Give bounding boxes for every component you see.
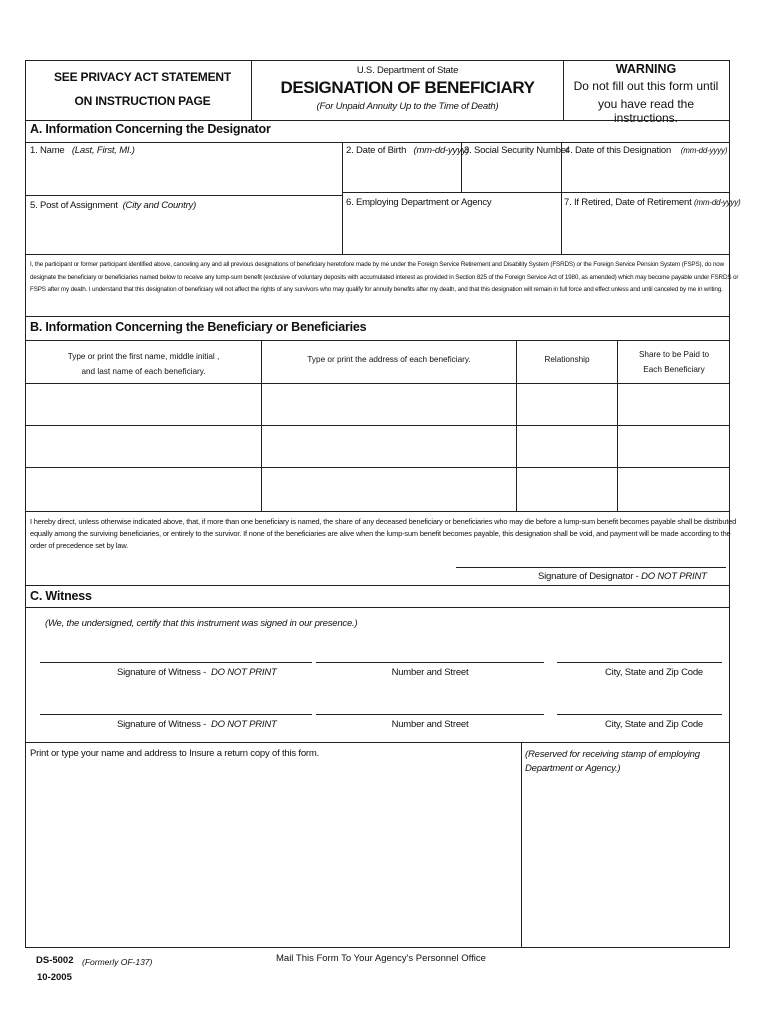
warning-title: WARNING: [615, 62, 677, 76]
formerly-form-number: (Formerly OF-137): [82, 957, 153, 967]
name-label: 1. Name: [30, 145, 65, 156]
witness-2-street-line[interactable]: [316, 714, 544, 715]
col-header-share: [618, 347, 730, 377]
witness-2-sig-label: Signature of Witness -: [117, 719, 207, 730]
section-a-title: A. Information Concerning the Designator: [30, 122, 271, 136]
dob-label: 2. Date of Birth: [346, 145, 407, 156]
agency-stamp-note: [525, 748, 700, 776]
date-designation-hint: (mm-dd-yyyy): [680, 146, 728, 155]
statement-line-1: I, the participant or former participant identified above, canceling any and all previous designations of beneficiary heretofore made by me under the Foreign Service Retirement and Disability System (FSRDS) or the Foreign Service Pension System (FSPS), do now: [30, 261, 725, 268]
section-a-title-rule: [25, 142, 730, 143]
statement-line-3: FSPS after my death. I understand that this designation of beneficiary will not affect the rights of any survivors who may qualify for annuity benefits after my death, and that this designation will remain in full force and effect unless and until canceled by me in writing.: [30, 286, 723, 293]
section-a-bottom-rule: [25, 254, 730, 255]
col-header-share-line1: Share to be Paid to: [638, 350, 710, 359]
ssn-field[interactable]: [464, 145, 569, 156]
privacy-notice-line2: ON INSTRUCTION PAGE: [74, 94, 211, 108]
col-header-address: Type or print the address of each beneficiary.: [307, 355, 471, 364]
retired-hint: (mm-dd-yyyy): [693, 198, 741, 207]
witness-2-street-caption: Number and Street: [391, 719, 469, 730]
beneficiary-3-address-cell[interactable]: [262, 468, 515, 510]
employing-agency-field[interactable]: [346, 197, 491, 208]
witness-2-signature-line[interactable]: [40, 714, 312, 715]
beneficiary-3-share-cell[interactable]: [618, 468, 729, 510]
mail-instruction: Mail This Form To Your Agency's Personnel Office: [276, 953, 486, 964]
section-c-title: C. Witness: [30, 589, 92, 603]
employing-label: 6. Employing Department or Agency: [346, 197, 492, 208]
date-of-designation-field[interactable]: [565, 145, 727, 156]
department-name: U.S. Department of State: [356, 65, 459, 76]
beneficiary-2-relationship-cell[interactable]: [517, 426, 616, 466]
sig-designator-label: Signature of Designator -: [538, 571, 639, 582]
beneficiary-1-address-cell[interactable]: [262, 384, 515, 424]
direction-line-2: equally among the surviving beneficiaries, or entirely to the survivor. If none of the beneficiaries are alive when the lump-sum benefit becomes payable, this designation shall be void, and payment will be made according to the: [30, 529, 731, 538]
name-hint: (Last, First, MI.): [71, 145, 135, 156]
retired-label: 7. If Retired, Date of Retirement: [564, 197, 692, 208]
section-a-col-divider-1: [342, 142, 343, 254]
ssn-label: 3. Social Security Number: [464, 145, 569, 156]
date-of-birth-field[interactable]: [346, 145, 469, 156]
header-divider-left: [251, 60, 252, 120]
sig-designator-note: DO NOT PRINT: [641, 571, 707, 582]
beneficiary-1-name-cell[interactable]: [26, 384, 260, 424]
section-b-title-rule: [25, 340, 730, 341]
section-c-title-rule: [25, 607, 730, 608]
post-hint: (City and Country): [122, 200, 197, 211]
agency-stamp-line2: Department or Agency.): [525, 763, 621, 774]
name-field[interactable]: [30, 145, 135, 156]
return-address-instructions: Print or type your name and address to Insure a return copy of this form.: [30, 748, 320, 759]
form-number: DS-5002: [36, 955, 74, 966]
date-designation-label: 4. Date of this Designation: [565, 145, 672, 156]
direction-line-3: order of precedence set by law.: [30, 541, 129, 550]
warning-line1: Do not fill out this form until: [573, 79, 719, 93]
section-a-row-divider-right: [342, 192, 730, 193]
witness-1-sig-label: Signature of Witness -: [117, 667, 207, 678]
warning-line2: you have read the instructions.: [597, 97, 695, 125]
agency-stamp-line1: (Reserved for receiving stamp of employing: [525, 749, 700, 760]
form-revision-date: 10-2005: [37, 972, 72, 983]
section-b-top-rule: [25, 316, 730, 317]
witness-2-city-caption: City, State and Zip Code: [605, 719, 703, 730]
return-box-top-rule: [25, 742, 730, 743]
beneficiary-3-relationship-cell[interactable]: [517, 468, 616, 510]
designation-statement: [30, 259, 739, 297]
return-box-divider: [521, 742, 522, 948]
beneficiary-2-address-cell[interactable]: [262, 426, 515, 466]
beneficiary-3-name-cell[interactable]: [26, 468, 260, 510]
beneficiary-2-share-cell[interactable]: [618, 426, 729, 466]
header-divider-right: [563, 60, 564, 120]
post-of-assignment-field[interactable]: [30, 200, 196, 211]
col-header-relationship: Relationship: [544, 355, 590, 364]
section-a-row-divider-left: [25, 195, 342, 196]
retirement-date-field[interactable]: [564, 197, 740, 208]
dob-hint: (mm-dd-yyyy): [413, 145, 470, 156]
col-header-name: [27, 349, 260, 379]
witness-2-sig-note: DO NOT PRINT: [210, 719, 277, 730]
section-b-title: B. Information Concerning the Beneficiary or Beneficiaries: [30, 320, 367, 334]
section-c-top-rule: [25, 585, 730, 586]
col-header-share-line2: Each Beneficiary: [643, 365, 705, 374]
table-bottom-rule: [25, 511, 730, 512]
form-title: DESIGNATION OF BENEFICIARY: [280, 78, 535, 97]
form-subtitle: (For Unpaid Annuity Up to the Time of Death): [316, 101, 499, 112]
post-label: 5. Post of Assignment: [30, 200, 118, 211]
witness-1-city-line[interactable]: [557, 662, 722, 663]
witness-1-street-line[interactable]: [316, 662, 544, 663]
section-a-col-divider-3: [561, 142, 562, 254]
witness-2-signature-caption: [117, 719, 277, 730]
direction-statement: [30, 516, 737, 552]
return-address-area[interactable]: [27, 762, 519, 946]
witness-certify-text: (We, the undersigned, certify that this instrument was signed in our presence.): [45, 618, 358, 629]
direction-line-1: I hereby direct, unless otherwise indicated above, that, if more than one beneficiary is named, the share of any deceased beneficiary or beneficiaries who may die before a lump-sum benefit becomes payable shall be distributed: [30, 517, 737, 526]
witness-1-sig-note: DO NOT PRINT: [210, 667, 277, 678]
beneficiary-1-relationship-cell[interactable]: [517, 384, 616, 424]
witness-1-city-caption: City, State and Zip Code: [605, 667, 703, 678]
witness-2-city-line[interactable]: [557, 714, 722, 715]
witness-1-street-caption: Number and Street: [391, 667, 469, 678]
col-header-name-line1: Type or print the first name, middle initial ,: [67, 352, 220, 361]
col-header-name-line2: and last name of each beneficiary.: [81, 367, 206, 376]
statement-line-2: designate the beneficiary or beneficiaries named below to receive any lump-sum benefit (exclusive of voluntary deposits with accumulated interest as provided in Section 825 of the Foreign Service Act of 1980, as amended) which may become payable under FSRDS or: [30, 273, 739, 281]
designator-signature-line[interactable]: [456, 567, 726, 568]
designator-signature-caption: [538, 571, 707, 582]
privacy-notice-line1: SEE PRIVACY ACT STATEMENT: [53, 70, 232, 84]
beneficiary-1-share-cell[interactable]: [618, 384, 729, 424]
witness-1-signature-line[interactable]: [40, 662, 312, 663]
beneficiary-2-name-cell[interactable]: [26, 426, 260, 466]
section-a-top-rule: [25, 120, 730, 121]
witness-1-signature-caption: [117, 667, 277, 678]
